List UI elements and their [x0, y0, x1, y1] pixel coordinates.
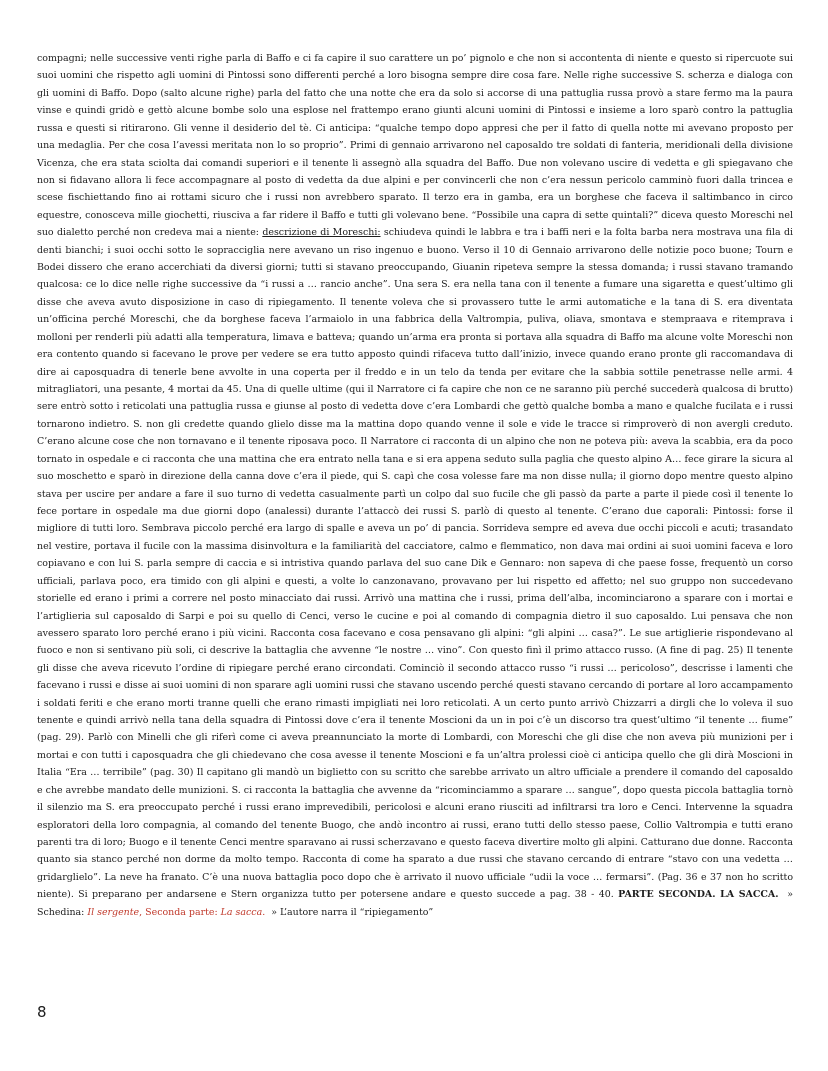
- arrow-icon-2: »: [271, 906, 277, 918]
- closing-text: L’autore narra il “ripiegamento”: [280, 906, 434, 918]
- paragraph-text-part-b: schiudeva quindi le labbra e tra i baffi neri e la folta barba nera mostrava una fila di denti bianchi; i suoi occhi sotto le sopracciglia nere avevano un riso ingenuo e buono. Verso il 10 di Gennaio arrivarono delle notizie poco buone; Tourn e Bodei dissero che erano accerchiati da diversi giorni; tutti si stavano preoccupando, Giuanin ripeteva sempre la stessa domanda; i russi stavano tramando qualcosa: ce lo dice nelle righe successive da “i russi a … rancio anche”. Una sera S. era nella tana con il tenente a fumare una sigaretta e quest’ultimo gli disse che aveva avuto disposizione in caso di ripiegamento. Il tenente voleva che si provassero tutte le armi automatiche e la tana di S. era diventata un’officina perché Moreschi, che da borghese faceva l’armaiolo in una fabbrica della Valtrompia, puliva, oliava, smontava e stempraava e ritemprava i molloni per renderli più adatti alla temperatura, limava e batteva; quando un’arma era pronta si portava alla squadra di Baffo ma alcune volte Moreschi non era contento quando si facevano le prove per vedere se era tutto apposto quindi rifaceva tutto dall’inizio, invece quando erano pronte gli raccomandava di dire ai caposquadra di tenerle bene avvolte in una coperta per il freddo e in un telo da tenda per evitare che la sabbia sottile penetrasse nelle armi. 4 mitragliatori, una pesante, 4 mortai da 45. Una di quelle ultime (qui il Narratore ci fa capire che non ce ne saranno più perché succederà qualcosa di brutto) sere entrò sotto i reticolati una pattuglia russa e giunse al posto di vedetta dove c’era Lombardi che gettò qualche bomba a mano e qualche fucilata e i russi tornarono indietro. S. non gli credette quando glielo disse ma la mattina dopo quando venne il sole e vide le tracce si rimproverò di non avergli creduto. C’erano alcune cose che non tornavano e il tenente riposava poco. Il Narratore ci racconta di un alpino che non ne poteva più: aveva la scabbia, era da poco tornato in ospedale e ci racconta che una mattina che era entrato nella tana e si era appena seduto sulla paglia che questo alpino A… fece girare la sicura al suo moschetto e sparò in direzione della canna dove c’era il piede, qui S. capì che cosa volesse fare ma non disse nulla; il giorno dopo mentre questo alpino stava per uscire per andare a fare il suo turno di vedetta casualmente partì un colpo dal suo fucile che gli passò da parte a parte il piede così il tenente lo fece portare in ospedale ma due giorni dopo (analessi) durante l’attaccò dei russi S. parlò di questo al tenente. C’erano due caporali: Pintossi: forse il migliore di tutti loro. Sembrava piccolo perché era largo di spalle e aveva un po’ di pancia. Sorrideva sempre ed aveva due occhi piccoli e acuti; trasandato nel vestire, portava il fucile con la massima disinvoltura e la familiarità del cacciatore, calmo e flemmatico, non dava mai ordini ai suoi uomini faceva e loro copiavano e con lui S. parla sempre di caccia e si intristiva quando parlava del suo cane Dik e Gennaro: non sapeva di che paese fosse, frequentò un corso ufficiali, parlava poco, era timido con gli alpini e questi, a volte lo canzonavano, provavano per lui rispetto ed affetto; nel suo gruppo non succedevano storielle ed erano i primi a correre nel posto minacciato dai russi. Arrivò una mattina che i russi, prima dell’alba, incominciarono a sparare con i mortai e l’artiglieria sul caposaldo di Sarpi e poi su quello di Cenci, verso le cucine e poi al comando di compagnia dietro il suo caposaldo. Lui pensava che non avessero sparato loro perché erano i più vicini. Racconta cosa facevano e cosa pensavano gli alpini: “gli alpini … casa?”. Le sue artiglierie rispondevano al fuoco e non si sentivano più soli, ci descrive la battaglia che avvenne “le nostre … vino”. Con questo finì il primo attacco russo. (A fine di pag. 25) Il tenente gli disse che aveva ricevuto l’ordine di ripiegare perché erano circondati. Cominciò il secondo attacco russo “i russi … pericoloso”, descrisse i lamenti che facevano i russi e disse ai suoi uomini di non sparare agli uomini russi che stavano uscendo perché questi stavano cercando di portare al loro accampamento i soldati feriti e che erano morti tranne quelli che erano rimasti impigliati nei loro reticolati. A un certo punto arrivò Chizzarri a dirgli che lo voleva il suo tenente e quindi arrivò nella tana della squadra di Pintossi dove c’era il tenente Moscioni da un in poi c’è un discorso tra quest’ultimo “il tenente … fiume” (pag. 29). Parlò con Minelli che gli riferì come ci aveva preannunciato la morte di Lombardi, con Moreschi che gli dise che non aveva più munizioni per i mortai e con tutti i caposquadra che gli chiedevano che cosa avesse il tenente Moscioni e fa un’altra prolessi cioè ci anticipa quello che gli dirà Moscioni in Italia “Era … terribile” (pag. 30) Il capitano gli mandò un biglietto con su scritto che sarebbe arrivato un altro ufficiale a prendere il comando del caposaldo e che avrebbe mandato delle munizioni. S. ci racconta la battaglia che avvenne da “ricominciammo a sparare … sangue”, dopo questa piccola battaglia tornò il silenzio ma S. era preoccupato perché i russi erano imprevedibili, pericolosi e alcuni erano riusciti ad infiltrarsi tra loro e Cenci. Intervenne la squadra esploratori della loro compagnia, al comando del tenente Buogo, che andò incontro ai russi, erano tutti dello stesso paese, Collio Valtrompia e tutti erano parenti tra di loro; Buogo e il tenente Cenci mentre sparavano ai russi scherzavano e questo faceva divertire molto gli alpini. Catturano due donne. Racconta quanto sia stanco perché non dorme da molto tempo. Racconta di come ha sparato a due russi che stavano cercando di entrare “stavo con una vedetta … gridarglielo”. La neve ha franato. C’è una nuova battaglia poco dopo che è arrivato il nuovo ufficiale “udii la voce … fermarsi”. (Pag. 36 e 37 non ho scritto niente). Si preparano per andarsene e Stern organizza tutto per potersene andare e questo succede a pag. 38 - 40.: [37, 227, 794, 901]
- second-part-title: La sacca.: [220, 906, 266, 918]
- page-number: 8: [37, 1003, 47, 1021]
- arrow-icon: »: [787, 889, 794, 901]
- schedina-label: Schedina:: [37, 906, 85, 918]
- comma: ,: [139, 906, 143, 918]
- part-heading: PARTE SECONDA. LA SACCA.: [618, 889, 779, 901]
- underlined-phrase: descrizione di Moreschi:: [262, 227, 381, 239]
- second-part-label: Seconda parte:: [145, 906, 218, 918]
- body-paragraph: [37, 50, 793, 921]
- book-title: Il sergente: [87, 906, 140, 918]
- paragraph-text-part-a: compagni; nelle successive venti righe parla di Baffo e ci fa capire il suo carattere un po’ pignolo e che non si accontenta di niente e questo si ripercuote sui suoi uomini che rispetto agli uomini di Pintossi sono differenti perché a loro bisogna sempre dire cosa fare. Nelle righe successive S. scherza e dialoga con gli uomini di Baffo. Dopo (salto alcune righe) parla del fatto che una notte che era da solo si accorse di una pattuglia russa provò a stare fermo ma la paura vinse e quindi gridò e gettò alcune bombe solo una esplose nel frattempo erano giunti alcuni uomini di Pintossi e insieme a loro sparò contro la pattuglia russa e questi si ritirarono. Gli venne il desiderio del tè. Ci anticipa: “qualche tempo dopo appresi che per il fatto di quella notte mi avevano proposto per una medaglia. Per che cosa l’avessi meritata non lo so proprio”. Primi di gennaio arrivarono nel caposaldo tre soldati di fanteria, meridionali della divisione Vicenza, che era stata sciolta dai comandi superiori e il tenente li assegnò alla squadra del Baffo. Due non volevano uscire di vedetta e gli spiegavano che non si fidavano allora li fece accompagnare al posto di vedetta da due alpini e per convincerli che non c’era nessun pericolo camminò fuori dalla trincea e scese fischiettando fino ai rottami sicuro che i russi non avrebbero sparato. Il terzo era in gamba, era un borghese che faceva il saltimbanco in circo equestre, conosceva mille giochetti, riusciva a far ridere il Baffo e tutti gli volevano bene. “Possibile una capra di sette quintali?” diceva questo Moreschi nel suo dialetto perché non credeva mai a niente:: [37, 53, 793, 239]
